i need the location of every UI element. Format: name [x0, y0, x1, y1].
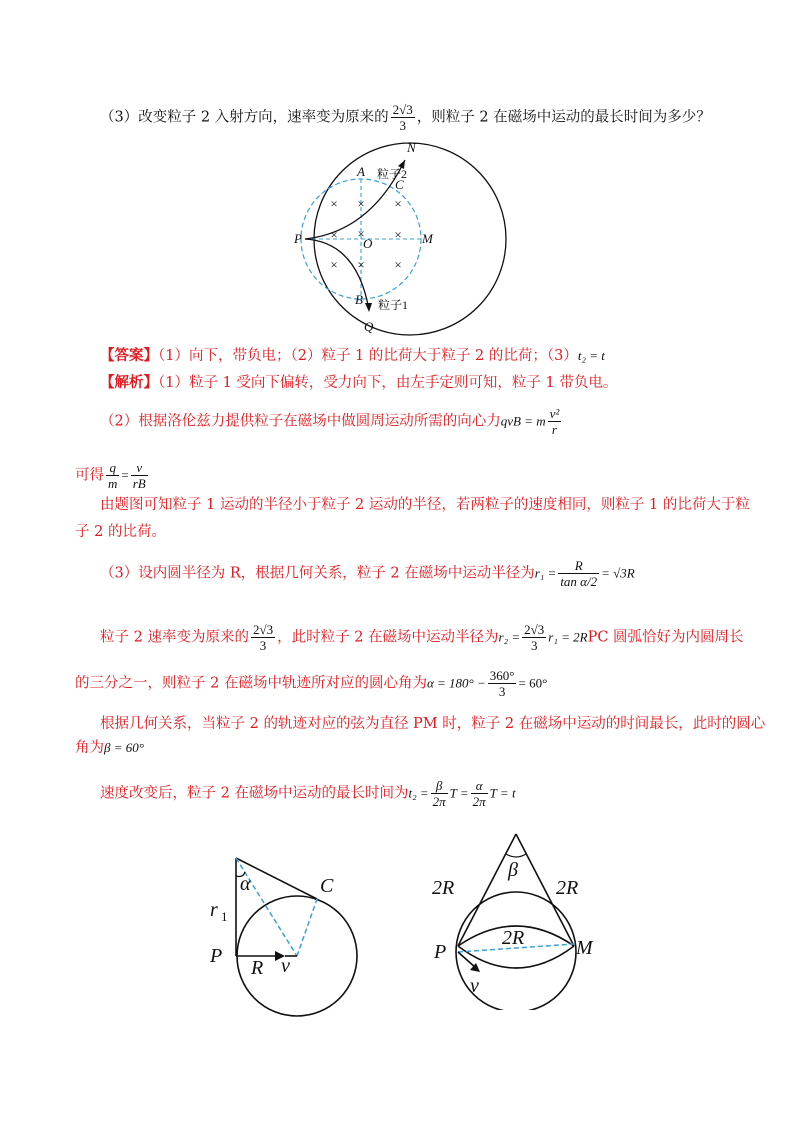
label-v: v [281, 955, 290, 977]
question-line [100, 102, 711, 133]
label-R: R [251, 957, 264, 979]
label-C: C [320, 875, 334, 897]
label-particle1: 粒子1 [378, 298, 409, 312]
analysis-line-2: （2）根据洛伦兹力提供粒子在磁场中做圆周运动所需的向心力qvB = m $\frac{\text{v²}}{r}$ [100, 406, 560, 437]
label-P: P [294, 231, 302, 246]
label-C: C [395, 177, 404, 192]
label-beta: β [508, 859, 518, 881]
analysis-line-7: 的三分之一，则粒子 2 在磁场中轨迹所对应的圆心角为α = 180° − $\frac{360^\circ}{3}$ = 60° [75, 668, 548, 699]
label-A: A [357, 164, 365, 179]
label-2R-right: 2R [556, 877, 579, 899]
figure-geometry-r1 [205, 852, 375, 1017]
analysis-line-8a: 根据几何关系，当粒子 2 的轨迹对应的弦为直径 PM 时，粒子 2 在磁场中运动的时间最长，此时的圆心 [100, 716, 766, 732]
answer-equation: t₂ = t [577, 348, 605, 363]
analysis-line-4b: 子 2 的比荷。 [75, 524, 166, 540]
label-M: M [576, 937, 593, 959]
answer-line [100, 346, 605, 366]
cross-mark: × [394, 257, 402, 272]
label-2R-left: 2R [432, 877, 455, 899]
analysis-line-6: 粒子 2 速率变为原来的 $\frac{2√3}{3}$ ，此时粒子 2 在磁场中运动半径为r₂ = $\frac{2√3}{3}$ r₁ = 2RPC 圆弧恰好为内圆周长 [100, 622, 744, 653]
analysis-line-8b: 角为β = 60° [75, 740, 144, 756]
cross-mark: × [330, 227, 338, 242]
label-particle2: 粒子2 [377, 167, 408, 181]
cross-mark: × [357, 196, 365, 211]
label-r1-sub: 1 [221, 909, 228, 924]
analysis-line-1: 【解析】（1）粒子 1 受向下偏转，受力向下，由左手定则可知，粒子 1 带负电。 [100, 374, 618, 391]
label-O: O [363, 236, 373, 251]
label-Q: Q [364, 319, 374, 334]
label-r1: r [210, 899, 218, 921]
answer-text: （1）向下，带负电；（2）粒子 1 的比荷大于粒子 2 的比荷；（3） [158, 348, 578, 364]
question-suffix: ，则粒子 2 在磁场中运动的最长时间为多少？ [416, 109, 711, 126]
figure-geometry-beta [430, 830, 620, 1010]
analysis-line-9: 速度改变后，粒子 2 在磁场中运动的最长时间为t₂ = $\frac{\beta}{2\pi}$ T = $\frac{\alpha}{2\pi}$ T = t [100, 778, 516, 809]
analysis-tag: 【解析】 [100, 374, 158, 391]
question-fraction: $\frac{2√3}{3}$ [392, 102, 413, 133]
answer-tag: 【答案】 [100, 347, 158, 364]
figure-magnetic-field [285, 142, 525, 342]
label-N: N [407, 142, 416, 155]
analysis-line-3: 可得 $\frac{q}{m}$ = $\frac{v}{rB}$ [75, 460, 146, 491]
analysis-line-5: （3）设内圆半径为 R，根据几何关系，粒子 2 在磁场中运动半径为r₁ = $\frac{R}{\text{tan α/2}}$ = √3R [100, 558, 635, 589]
question-prefix: （3）改变粒子 2 入射方向，速率变为原来的 [100, 109, 389, 126]
label-B: B [355, 292, 363, 307]
cross-mark: × [357, 226, 365, 241]
cross-mark: × [330, 196, 338, 211]
label-2R-middle: 2R [502, 927, 525, 949]
label-M: M [422, 231, 433, 246]
label-P: P [210, 945, 223, 967]
cross-mark: × [394, 196, 402, 211]
label-alpha: α [240, 873, 251, 895]
cross-mark: × [330, 257, 338, 272]
label-v: v [470, 975, 479, 997]
label-P: P [434, 941, 447, 963]
analysis-line-4a: 由题图可知粒子 1 运动的半径小于粒子 2 运动的半径，若两粒子的速度相同，则粒子 1 的比荷大于粒 [100, 497, 750, 513]
cross-mark: × [394, 227, 402, 242]
cross-mark: × [357, 257, 365, 272]
